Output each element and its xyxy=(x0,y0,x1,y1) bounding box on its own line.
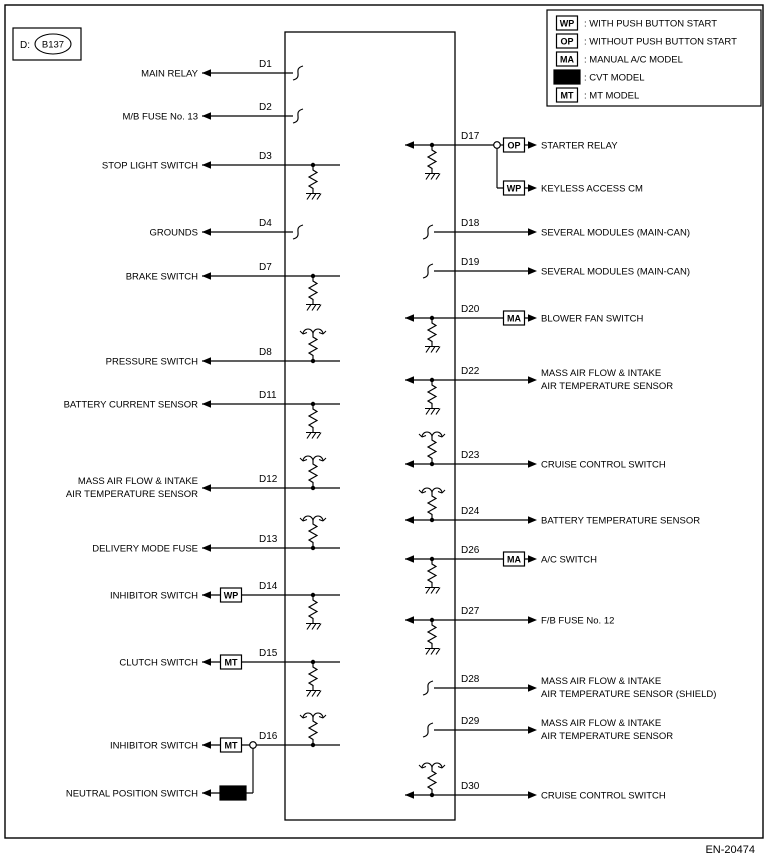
right-row-D28 xyxy=(423,674,716,700)
pin-label: D23 xyxy=(461,450,480,461)
pin-label: D20 xyxy=(461,304,480,315)
continuation-symbol xyxy=(293,66,303,80)
resistor-symbol xyxy=(309,404,317,433)
pin-label: D8 xyxy=(259,347,272,358)
resistor-symbol xyxy=(428,318,436,347)
pin-label: D27 xyxy=(461,606,480,617)
legend xyxy=(547,10,761,106)
arrow-left-icon xyxy=(405,616,414,623)
component-label: BATTERY TEMPERATURE SENSOR xyxy=(541,515,701,527)
pin-label: D15 xyxy=(259,648,278,659)
resistor-symbol xyxy=(428,145,436,174)
right-row-D29 xyxy=(423,716,673,742)
arrow-left-icon xyxy=(202,484,211,491)
arrow-left-icon xyxy=(405,460,414,467)
left-row-D11 xyxy=(64,390,340,439)
page-border xyxy=(5,5,763,838)
pin-label: D19 xyxy=(461,257,480,268)
legend-text: : WITHOUT PUSH BUTTON START xyxy=(584,36,737,48)
pin-label: D7 xyxy=(259,262,272,273)
component-label: MAIN RELAY xyxy=(141,68,198,80)
component-label: PRESSURE SWITCH xyxy=(105,356,198,368)
model-tag-label: CVT xyxy=(558,72,576,83)
arrow-left-icon xyxy=(202,741,211,748)
model-tag-label: MT xyxy=(224,740,238,751)
junction-dot xyxy=(430,462,434,466)
ground-symbol xyxy=(306,305,321,311)
legend-item-MT xyxy=(557,88,640,102)
ground-symbol xyxy=(306,433,321,439)
continuation-symbol xyxy=(293,225,303,239)
arrow-left-icon xyxy=(202,400,211,407)
pin-label: D28 xyxy=(461,674,480,685)
connector-id-prefix: D: xyxy=(20,40,30,51)
arrow-left-icon xyxy=(202,112,211,119)
pin-label: D30 xyxy=(461,781,480,792)
model-tag-label: WP xyxy=(506,183,522,194)
left-row-D3 xyxy=(102,151,340,200)
right-row-D23 xyxy=(405,432,666,471)
component-label: AIR TEMPERATURE SENSOR xyxy=(541,381,674,392)
junction-circle xyxy=(250,742,257,749)
model-tag-label: OP xyxy=(507,140,521,151)
component-label: NEUTRAL POSITION SWITCH xyxy=(65,788,198,800)
component-label: INHIBITOR SWITCH xyxy=(110,590,198,602)
continuation-symbol xyxy=(423,723,433,737)
component-label: SEVERAL MODULES (MAIN-CAN) xyxy=(541,227,691,239)
pin-label: D12 xyxy=(259,474,278,485)
legend-item-CVT xyxy=(554,70,645,84)
pin-label: D26 xyxy=(461,545,480,556)
left-row-D14 xyxy=(110,581,340,630)
resistor-symbol xyxy=(309,662,317,691)
model-tag-label: CVT xyxy=(224,788,242,799)
component-label: MASS AIR FLOW & INTAKE xyxy=(541,368,662,379)
left-row-D4 xyxy=(149,218,303,239)
left-row-D15 xyxy=(119,648,340,697)
pin-label: D13 xyxy=(259,534,278,545)
model-tag-label: WP xyxy=(223,590,239,601)
junction-dot xyxy=(311,743,315,747)
connector-id-box xyxy=(13,28,81,60)
resistor-symbol xyxy=(428,380,436,409)
pin-label: D3 xyxy=(259,151,272,162)
component-label: AIR TEMPERATURE SENSOR (SHIELD) xyxy=(541,689,717,700)
arrow-right-icon xyxy=(528,184,537,191)
right-row-D24 xyxy=(405,488,700,527)
left-row-D12 xyxy=(66,456,340,500)
arrow-right-icon xyxy=(528,791,537,798)
model-tag-label: MT xyxy=(224,657,238,668)
model-tag-label: OP xyxy=(560,36,574,47)
left-row-D13 xyxy=(92,516,340,555)
model-tag-label: MA xyxy=(507,554,521,565)
junction-circle xyxy=(494,142,501,149)
left-row-D8 xyxy=(106,329,340,368)
connector-id-value: B137 xyxy=(41,39,65,51)
junction-dot xyxy=(311,546,315,550)
component-label: M/B FUSE No. 13 xyxy=(122,111,198,123)
resistor-symbol xyxy=(428,493,436,520)
component-label: DELIVERY MODE FUSE xyxy=(92,543,198,555)
pin-label: D29 xyxy=(461,716,480,727)
left-row-D2 xyxy=(123,102,304,123)
resistor-symbol xyxy=(309,165,317,194)
component-label: A/C SWITCH xyxy=(541,554,597,566)
resistor-symbol xyxy=(309,595,317,624)
right-row-D27 xyxy=(405,606,614,655)
arrow-right-icon xyxy=(528,555,537,562)
component-label: MASS AIR FLOW & INTAKE xyxy=(541,676,662,687)
pin-label: D4 xyxy=(259,218,272,229)
legend-item-OP xyxy=(557,34,738,48)
right-row-D20 xyxy=(405,304,644,353)
arrow-right-icon xyxy=(528,516,537,523)
arrow-left-icon xyxy=(405,516,414,523)
pin-label: D22 xyxy=(461,366,480,377)
arrow-right-icon xyxy=(528,141,537,148)
left-row-D1 xyxy=(141,59,303,80)
arrow-right-icon xyxy=(528,267,537,274)
junction-dot xyxy=(430,793,434,797)
component-label: AIR TEMPERATURE SENSOR xyxy=(541,731,674,742)
ground-symbol xyxy=(425,174,440,180)
component-label: AIR TEMPERATURE SENSOR xyxy=(65,489,198,500)
arrow-right-icon xyxy=(528,616,537,623)
arrow-left-icon xyxy=(405,791,414,798)
model-tag-label: MT xyxy=(560,90,574,101)
arrow-left-icon xyxy=(202,272,211,279)
pin-label: D11 xyxy=(259,390,277,401)
component-label: MASS AIR FLOW & INTAKE xyxy=(541,718,662,729)
pin-label: D17 xyxy=(461,131,480,142)
ground-symbol xyxy=(306,194,321,200)
continuation-symbol xyxy=(423,264,433,278)
legend-item-MA xyxy=(557,52,683,66)
arrow-left-icon xyxy=(202,161,211,168)
right-row-D30 xyxy=(405,763,666,802)
resistor-symbol xyxy=(309,718,317,745)
arrow-left-icon xyxy=(202,69,211,76)
arrow-left-icon xyxy=(202,789,211,796)
pin-label: D1 xyxy=(259,59,272,70)
right-row-D17 xyxy=(405,131,643,195)
resistor-symbol xyxy=(309,334,317,361)
pin-label: D24 xyxy=(461,506,480,517)
arrow-left-icon xyxy=(202,658,211,665)
resistor-symbol xyxy=(428,437,436,464)
component-label: BATTERY CURRENT SENSOR xyxy=(63,399,198,411)
ground-symbol xyxy=(425,409,440,415)
ground-symbol xyxy=(425,347,440,353)
component-label: GROUNDS xyxy=(149,227,198,239)
junction-dot xyxy=(311,486,315,490)
legend-text: : WITH PUSH BUTTON START xyxy=(584,18,718,30)
legend-text: : CVT MODEL xyxy=(584,72,645,84)
resistor-symbol xyxy=(309,521,317,548)
left-row-D16 xyxy=(66,713,340,800)
continuation-symbol xyxy=(423,225,433,239)
right-row-D19 xyxy=(423,257,690,278)
component-label: BRAKE SWITCH xyxy=(125,271,198,283)
arrow-right-icon xyxy=(528,376,537,383)
junction-dot xyxy=(430,518,434,522)
arrow-right-icon xyxy=(528,228,537,235)
arrow-left-icon xyxy=(405,376,414,383)
component-label: CRUISE CONTROL SWITCH xyxy=(541,790,666,802)
component-label: INHIBITOR SWITCH xyxy=(110,740,198,752)
component-label: BLOWER FAN SWITCH xyxy=(541,313,644,325)
resistor-symbol xyxy=(309,461,317,488)
model-tag-label: WP xyxy=(559,18,575,29)
pin-label: D14 xyxy=(259,581,278,592)
pin-label: D2 xyxy=(259,102,272,113)
junction-dot xyxy=(311,359,315,363)
right-row-D26 xyxy=(405,545,597,594)
arrow-left-icon xyxy=(202,228,211,235)
continuation-symbol xyxy=(423,681,433,695)
left-row-D7 xyxy=(126,262,340,311)
ground-symbol xyxy=(306,691,321,697)
component-label: F/B FUSE No. 12 xyxy=(541,615,615,627)
ground-symbol xyxy=(306,624,321,630)
resistor-symbol xyxy=(309,276,317,305)
continuation-symbol xyxy=(293,109,303,123)
arrow-right-icon xyxy=(528,726,537,733)
ground-symbol xyxy=(425,649,440,655)
resistor-symbol xyxy=(428,559,436,588)
component-label: STARTER RELAY xyxy=(541,140,618,152)
arrow-right-icon xyxy=(528,460,537,467)
resistor-symbol xyxy=(428,620,436,649)
model-tag-label: MA xyxy=(560,54,574,65)
resistor-symbol xyxy=(428,768,436,795)
arrow-right-icon xyxy=(528,684,537,691)
right-row-D22 xyxy=(405,366,673,415)
model-tag-label: MA xyxy=(507,313,521,324)
component-label: KEYLESS ACCESS CM xyxy=(541,183,643,195)
component-label: STOP LIGHT SWITCH xyxy=(101,160,198,172)
component-label: MASS AIR FLOW & INTAKE xyxy=(77,476,198,487)
pin-label: D16 xyxy=(259,731,278,742)
arrow-left-icon xyxy=(405,555,414,562)
arrow-left-icon xyxy=(202,544,211,551)
legend-text: : MANUAL A/C MODEL xyxy=(584,54,683,66)
ground-symbol xyxy=(425,588,440,594)
arrow-left-icon xyxy=(202,591,211,598)
component-label: SEVERAL MODULES (MAIN-CAN) xyxy=(541,266,691,278)
pin-label: D18 xyxy=(461,218,480,229)
arrow-left-icon xyxy=(405,314,414,321)
arrow-left-icon xyxy=(405,141,414,148)
component-label: CRUISE CONTROL SWITCH xyxy=(541,459,666,471)
arrow-right-icon xyxy=(528,314,537,321)
arrow-left-icon xyxy=(202,357,211,364)
figure-code: EN-20474 xyxy=(705,844,755,856)
legend-text: : MT MODEL xyxy=(584,90,640,102)
right-row-D18 xyxy=(423,218,690,239)
component-label: CLUTCH SWITCH xyxy=(119,657,198,669)
